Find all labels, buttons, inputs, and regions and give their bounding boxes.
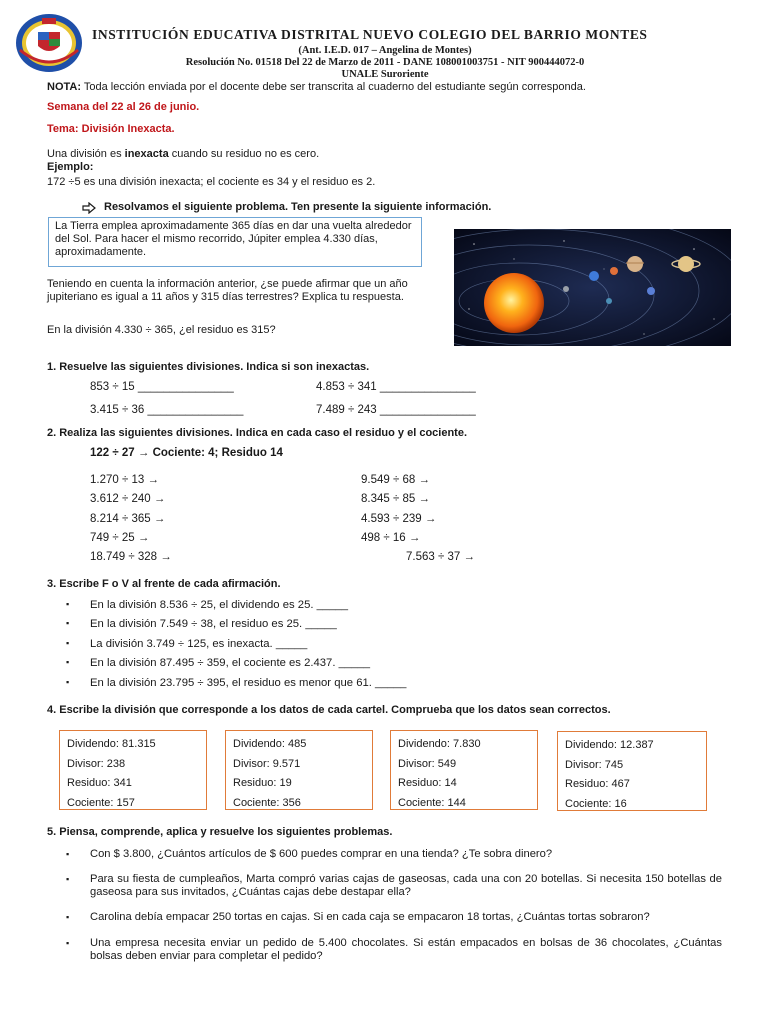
exercise-5-problem: ▪ Con $ 3.800, ¿Cuántos artículos de $ 600 puedes comprar en una tienda? ¿Te sobra dinero? (90, 848, 722, 861)
exercise-5-problem: ▪ Una empresa necesita enviar un pedido de 5.400 chocolates. Si están empacados en bolsas de 36 chocolates, ¿Cuántas bolsas deben enviar para completar el pedido? (90, 937, 722, 962)
card-quotient: Cociente: 16 (565, 797, 627, 810)
example-text: 172 ÷5 es una división inexacta; el cociente es 34 y el residuo es 2. (47, 176, 376, 188)
exercise-2-item: 9.549 ÷ 68 → (361, 474, 430, 486)
exercise-2-item: 4.593 ÷ 239 → (361, 513, 437, 525)
card-dividend: Dividendo: 81.315 (67, 738, 156, 750)
exercise-3-item: ▪ La división 3.749 ÷ 125, es inexacta. _____ (90, 638, 307, 650)
week-heading: Semana del 22 al 26 de junio. (47, 101, 200, 113)
exercise-2-item: 3.612 ÷ 240 → (90, 493, 166, 505)
card-divisor: Divisor: 238 (67, 757, 126, 770)
exercise-2-example: 122 ÷ 27 → Cociente: 4; Residuo 14 (90, 447, 283, 459)
exercise-2-item: 749 ÷ 25 → (90, 532, 150, 544)
note-text: Toda lección enviada por el docente debe ser transcrita al cuaderno del estudiante según corresponda. (83, 81, 586, 93)
definition-part: Una división es (47, 148, 122, 160)
definition (47, 148, 319, 160)
example-label: Ejemplo: (47, 161, 94, 173)
exercise-2-item: 7.563 ÷ 37 → (406, 551, 475, 563)
exercise-5-title: 5. Piensa, comprende, aplica y resuelve los siguientes problemas. (47, 826, 393, 838)
exercise-2-item: 8.214 ÷ 365 → (90, 513, 166, 525)
exercise-1-item: 7.489 ÷ 243 _______________ (316, 404, 476, 416)
card-remainder: Residuo: 467 (565, 778, 630, 790)
school-name: INSTITUCIÓN EDUCATIVA DISTRITAL NUEVO COLEGIO DEL BARRIO MONTES (92, 27, 648, 42)
exercise-5-problem: ▪ Para su fiesta de cumpleaños, Marta compró varias cajas de gaseosas, cada una con 20 botellas. Si necesita 150 botellas de gaseosa para sus invitados, ¿Cuántas cajas debe destapar ella? (90, 873, 722, 898)
exercise-1-item: 853 ÷ 15 _______________ (90, 381, 234, 393)
exercise-5-problem: ▪ Carolina debía empacar 250 tortas en cajas. Si en cada caja se empacaron 18 tortas, ¿Cuántas tortas sobraron? (90, 911, 722, 924)
problem-division: En la división 4.330 ÷ 365, ¿el residuo es 315? (47, 324, 276, 336)
card-divisor: Divisor: 549 (398, 757, 457, 770)
exercise-2-item: 498 ÷ 16 → (361, 532, 421, 544)
card-remainder: Residuo: 19 (233, 777, 292, 789)
data-card (225, 730, 373, 810)
card-quotient: Cociente: 144 (398, 796, 466, 809)
exercise-1-title: 1. Resuelve las siguientes divisiones. Indica si son inexactas. (47, 361, 370, 373)
exercise-2-item: 18.749 ÷ 328 → (90, 551, 172, 563)
resolution-line: Resolución No. 01518 Del 22 de Marzo de 2011 - DANE 108001003751 - NIT 900444072-0 (185, 57, 585, 68)
definition-keyword: inexacta (124, 148, 169, 160)
card-remainder: Residuo: 341 (67, 777, 132, 789)
exercise-1-item: 4.853 ÷ 341 _______________ (316, 381, 476, 393)
exercise-3-item: ▪ En la división 87.495 ÷ 359, el cociente es 2.437. _____ (90, 657, 370, 669)
card-dividend: Dividendo: 485 (233, 738, 307, 750)
problem-heading: Resolvamos el siguiente problema. Ten presente la siguiente información. (104, 201, 492, 213)
exercise-2-item: 8.345 ÷ 85 → (361, 493, 430, 505)
exercise-3-title: 3. Escribe F o V al frente de cada afirmación. (47, 578, 281, 590)
exercise-3-item: ▪ En la división 23.795 ÷ 395, el residuo es menor que 61. _____ (90, 677, 406, 689)
exercise-4-title: 4. Escribe la división que corresponde a los datos de cada cartel. Comprueba que los datos sean correctos. (47, 704, 611, 716)
card-divisor: Divisor: 9.571 (233, 757, 301, 770)
card-dividend: Dividendo: 12.387 (565, 739, 654, 751)
info-box: La Tierra emplea aproximadamente 365 días en dar una vuelta alrededor del Sol. Para hacer el mismo recorrido, Júpiter emplea 4.330 días, aproximadamente. (48, 217, 422, 267)
card-remainder: Residuo: 14 (398, 777, 457, 789)
school-crest-logo (14, 12, 84, 74)
data-card (390, 730, 538, 810)
problem-question: Teniendo en cuenta la información anterior, ¿se puede afirmar que un año jupiteriano es igual a 11 años y 315 días terrestres? Explica tu respuesta. (47, 278, 408, 303)
solar-system-image (454, 229, 731, 346)
card-quotient: Cociente: 356 (233, 796, 301, 809)
exercise-2-title: 2. Realiza las siguientes divisiones. Indica en cada caso el residuo y el cociente. (47, 427, 468, 439)
definition-part: cuando su residuo no es cero. (171, 148, 320, 160)
card-divisor: Divisor: 745 (565, 758, 624, 771)
note-label: NOTA: (47, 81, 82, 93)
school-former-name: (Ant. I.E.D. 017 – Angelina de Montes) (298, 45, 472, 56)
topic-heading: Tema: División Inexacta. (47, 123, 175, 135)
card-quotient: Cociente: 157 (67, 796, 135, 809)
data-card (557, 731, 707, 811)
exercise-1-item: 3.415 ÷ 36 _______________ (90, 404, 244, 416)
card-dividend: Dividendo: 7.830 (398, 738, 481, 750)
exercise-2-item: 1.270 ÷ 13 → (90, 474, 159, 486)
note (47, 81, 586, 93)
unale-line: UNALE Suroriente (341, 69, 429, 80)
exercise-3-item: ▪ En la división 7.549 ÷ 38, el residuo es 25. _____ (90, 618, 337, 630)
exercise-3-item: ▪ En la división 8.536 ÷ 25, el dividendo es 25. _____ (90, 599, 348, 611)
data-card (59, 730, 207, 810)
